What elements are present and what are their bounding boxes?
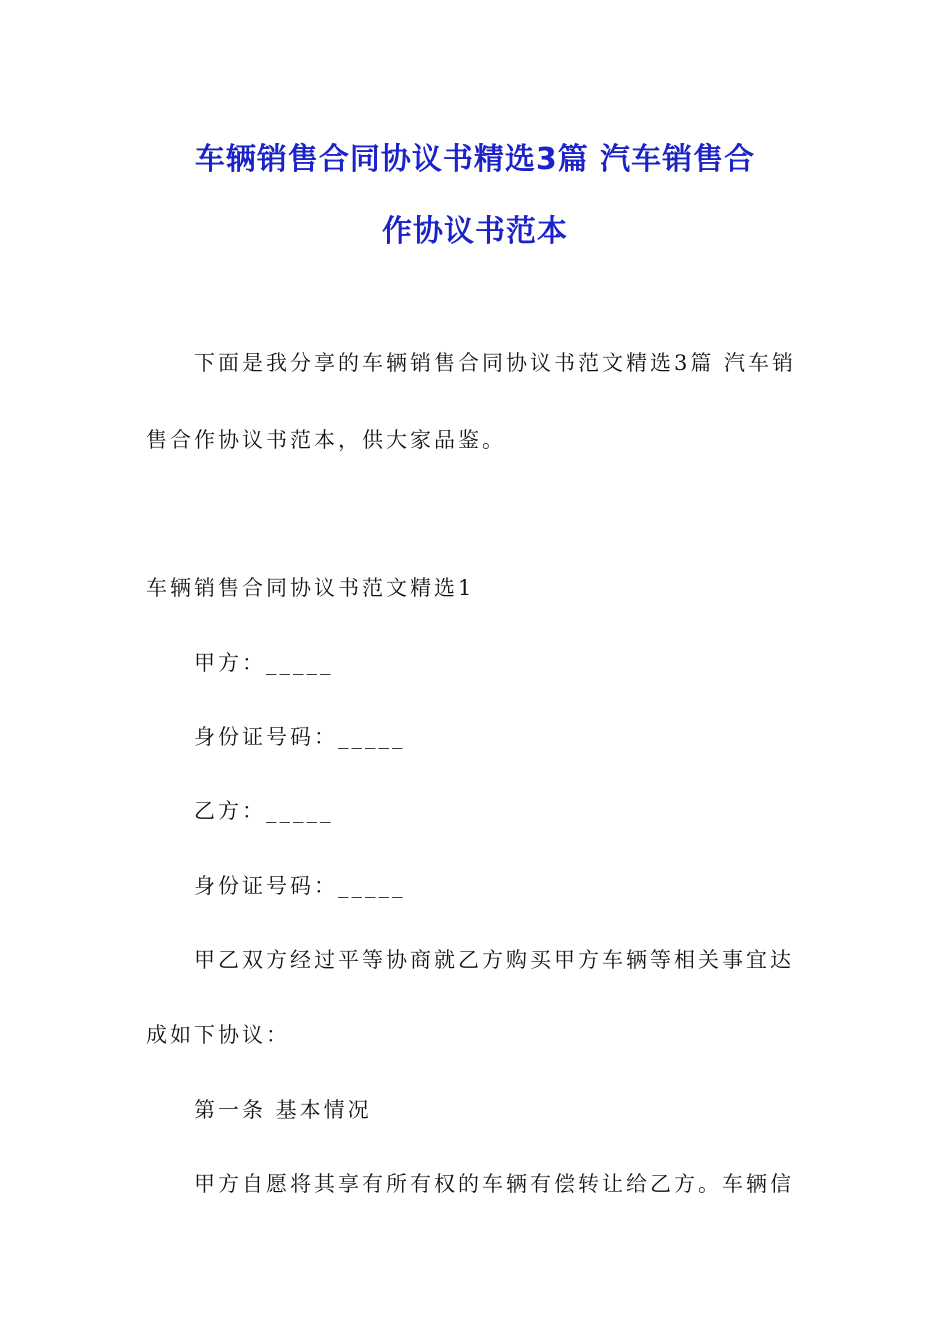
document-title-line-1: 车辆销售合同协议书精选3篇 汽车销售合 bbox=[194, 142, 756, 177]
agreement-paragraph-line-1: 甲乙双方经过平等协商就乙方购买甲方车辆等相关事宜达 bbox=[194, 948, 794, 972]
party-a-field: 甲方：_____ bbox=[194, 651, 334, 675]
article-1-paragraph-line-1: 甲方自愿将其享有所有权的车辆有偿转让给乙方。车辆信 bbox=[194, 1172, 794, 1196]
party-b-field: 乙方：_____ bbox=[194, 799, 334, 823]
party-a-id-field: 身份证号码：_____ bbox=[194, 725, 406, 749]
party-b-id-field: 身份证号码：_____ bbox=[194, 874, 406, 898]
section-heading: 车辆销售合同协议书范文精选1 bbox=[146, 576, 475, 600]
document-title-line-2: 作协议书范本 bbox=[382, 214, 568, 249]
article-1-heading: 第一条 基本情况 bbox=[194, 1098, 372, 1122]
intro-paragraph-line-2: 售合作协议书范本，供大家品鉴。 bbox=[146, 428, 506, 452]
intro-paragraph-line-1: 下面是我分享的车辆销售合同协议书范文精选3篇 汽车销 bbox=[194, 351, 797, 375]
agreement-paragraph-line-2: 成如下协议： bbox=[146, 1023, 290, 1047]
